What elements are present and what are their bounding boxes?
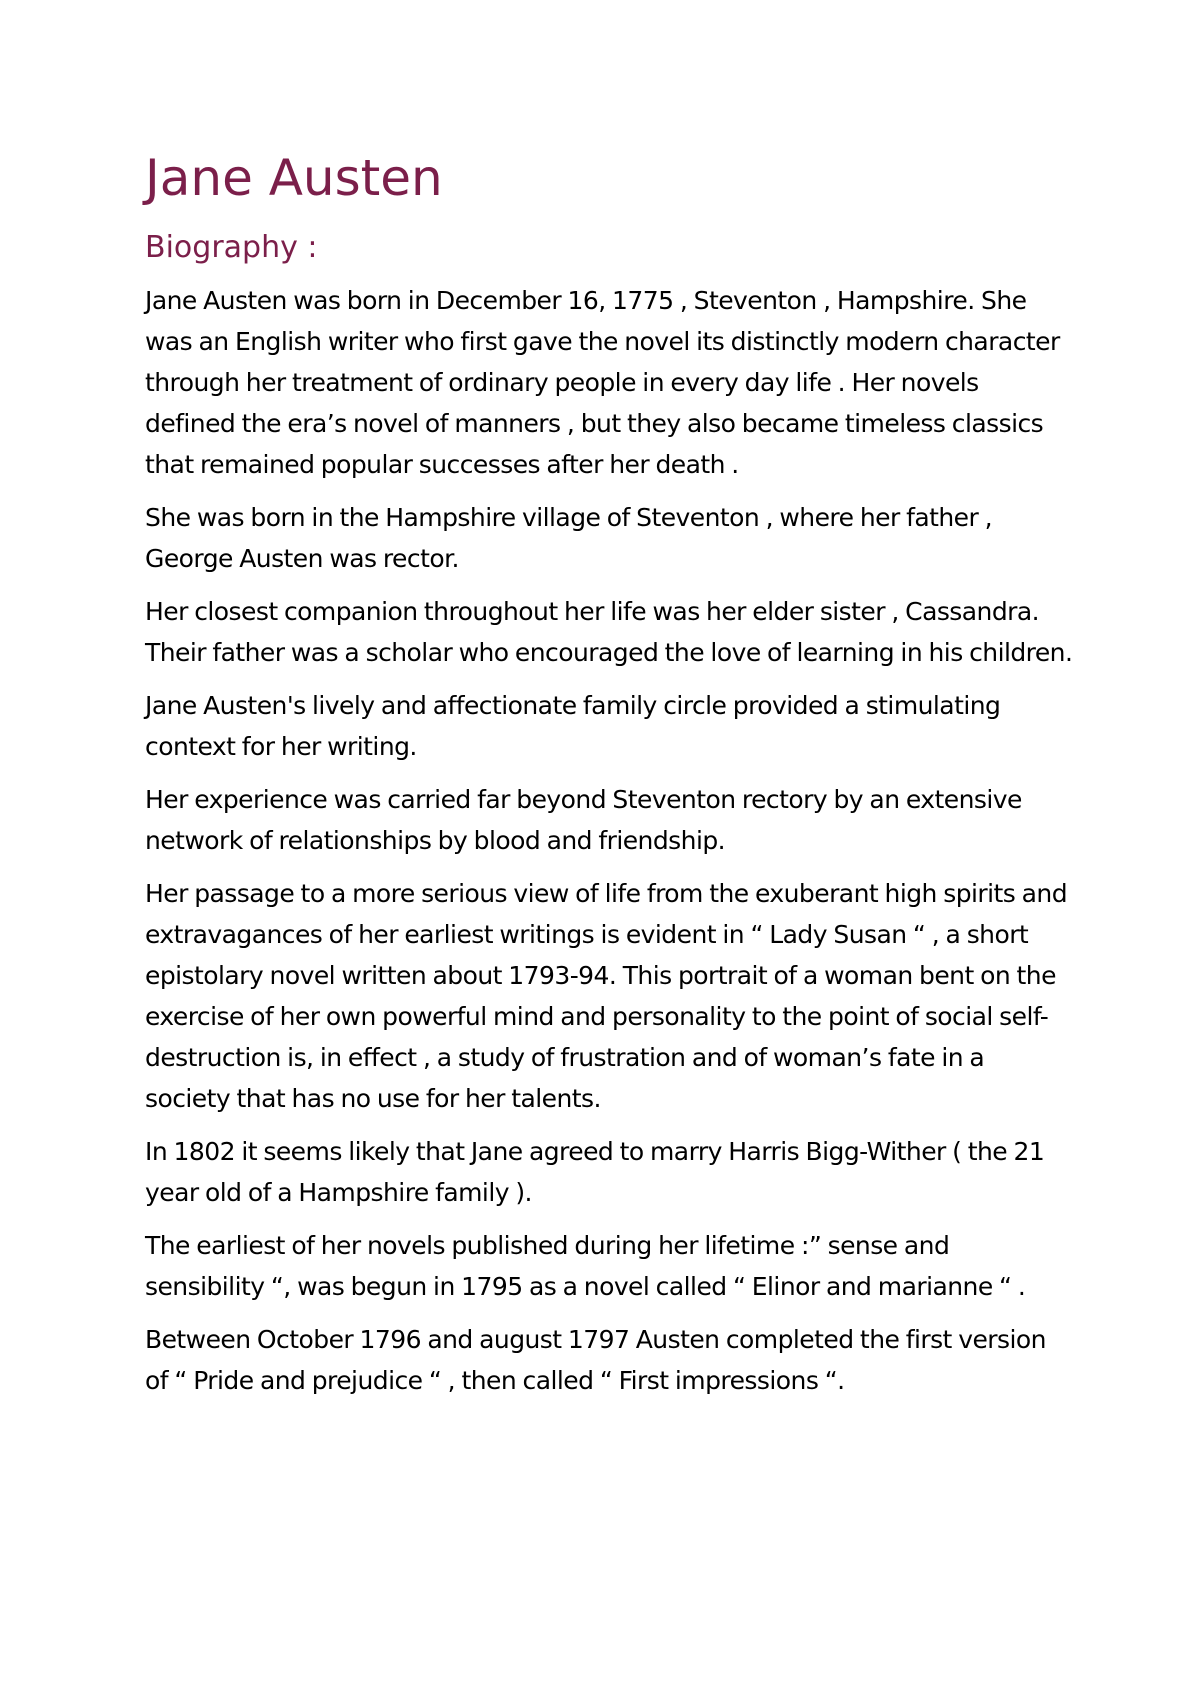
- paragraph-cassandra: Her closest companion throughout her life was her elder sister , Cassandra. Their father was a scholar who encouraged the love of learning in his children.: [145, 597, 1073, 667]
- paragraph-lady-susan: Her passage to a more serious view of life from the exuberant high spirits and extravagances of her earliest writings is evident in “ Lady Susan “ , a short epistolary novel written about 1793-94. This portrait of a woman bent on the exercise of her own powerful mind and personality to the point of social self-destruction is, in effect , a study of frustration and of woman’s fate in a society that has no use for her talents.: [145, 879, 1068, 1113]
- paragraph-sense-and-sensibility: The earliest of her novels published during her lifetime :” sense and sensibility “, was begun in 1795 as a novel called “ Elinor and marianne “ .: [145, 1231, 1026, 1301]
- document-body: [145, 148, 1075, 1401]
- paragraph-network: Her experience was carried far beyond Steventon rectory by an extensive network of relationships by blood and friendship.: [145, 785, 1022, 855]
- paragraph-steventon: She was born in the Hampshire village of Steventon , where her father , George Austen was rector.: [145, 503, 992, 573]
- paragraph-birth: Jane Austen was born in December 16, 1775 , Steventon , Hampshire. She was an English writer who first gave the novel its distinctly modern character through her treatment of ordinary people in every day life . Her novels defined the era’s novel of manners , but they also became timeless classics that remained popular successes after her death .: [145, 286, 1060, 479]
- paragraph-family-circle: Jane Austen's lively and affectionate family circle provided a stimulating context for her writing.: [145, 691, 1001, 761]
- section-heading-biography: Biography :: [145, 230, 318, 265]
- document-title: Jane Austen: [145, 149, 443, 207]
- paragraph-bigg-wither: In 1802 it seems likely that Jane agreed to marry Harris Bigg-Wither ( the 21 year old of a Hampshire family ).: [145, 1137, 1045, 1207]
- paragraph-pride-and-prejudice: Between October 1796 and august 1797 Austen completed the first version of “ Pride and prejudice “ , then called “ First impressions “.: [145, 1325, 1046, 1395]
